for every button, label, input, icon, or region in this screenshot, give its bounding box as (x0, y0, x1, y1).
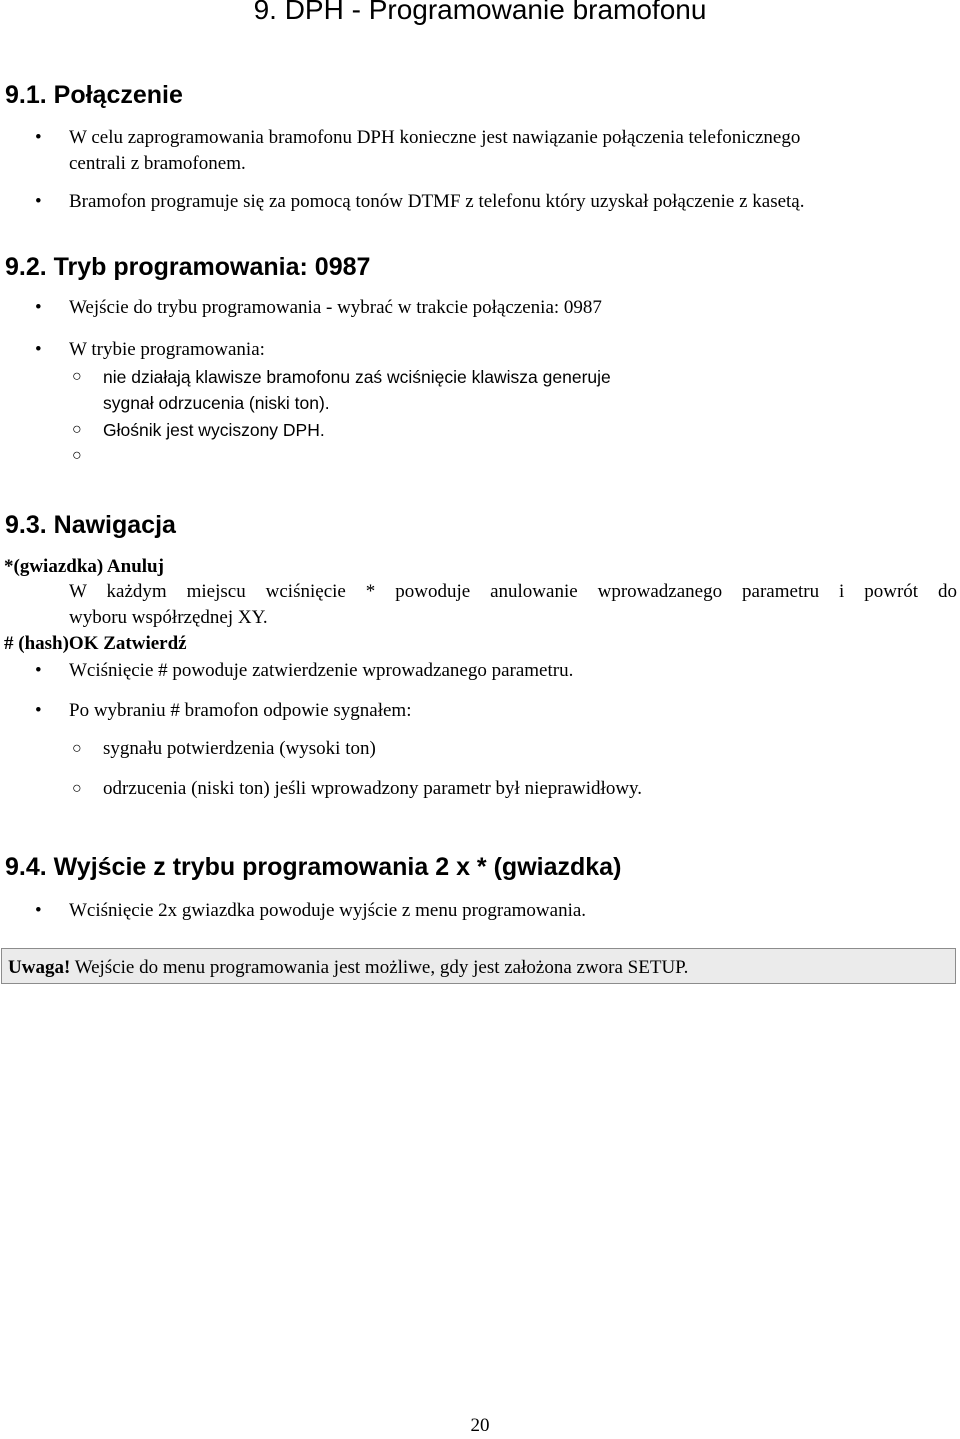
sub-list-item (103, 364, 611, 416)
bullet-icon: • (35, 700, 42, 721)
note-body: Wejście do menu programowania jest możliwe, gdy jest założona zwora SETUP. (70, 957, 689, 978)
cancel-description (69, 579, 957, 631)
section-heading-9-4: 9.4. Wyjście z trybu programowania 2 x * (gwiazdka) (5, 853, 622, 881)
confirm-label: # (hash)OK Zatwierdź (4, 633, 187, 654)
list-item: Wciśnięcie # powoduje zatwierdzenie wprowadzanego parametru. (69, 660, 574, 681)
sub-list-item: odrzucenia (niski ton) jeśli wprowadzony parametr był nieprawidłowy. (103, 778, 643, 799)
circle-bullet-icon: ○ (72, 740, 82, 757)
circle-bullet-icon: ○ (72, 447, 82, 464)
circle-bullet-icon: ○ (72, 368, 82, 385)
section-heading-9-2: 9.2. Tryb programowania: 0987 (5, 253, 371, 281)
section-heading-9-3: 9.3. Nawigacja (5, 511, 176, 539)
note-label: Uwaga! (8, 957, 71, 978)
bullet-icon: • (35, 297, 42, 318)
list-item: Bramofon programuje się za pomocą tonów DTMF z telefonu który uzyskał połączenie z kasetą. (69, 191, 805, 212)
list-item: Wciśnięcie 2x gwiazdka powoduje wyjście z menu programowania. (69, 900, 587, 921)
section-heading-9-1: 9.1. Połączenie (5, 81, 183, 109)
bullet-icon: • (35, 900, 42, 921)
note-text (8, 955, 688, 981)
page-number: 20 (470, 1415, 490, 1436)
list-item: Po wybraniu # bramofon odpowie sygnałem: (69, 700, 412, 721)
bullet-icon: • (35, 127, 42, 148)
sub-list-item: sygnału potwierdzenia (wysoki ton) (103, 738, 376, 759)
list-item: W trybie programowania: (69, 339, 265, 360)
cancel-description-line: wyboru współrzędnej XY. (69, 607, 268, 628)
circle-bullet-icon: ○ (72, 421, 82, 438)
list-item-line: W celu zaprogramowania bramofonu DPH konieczne jest nawiązanie połączenia telefonicznego (69, 127, 801, 148)
list-item: Wejście do trybu programowania - wybrać w trakcie połączenia: 0987 (69, 297, 602, 318)
list-item-line: centrali z bramofonem. (69, 153, 246, 174)
sub-list-item-line: sygnał odrzucenia (niski ton). (103, 393, 330, 413)
circle-bullet-icon: ○ (72, 780, 82, 797)
sub-list-item: Głośnik jest wyciszony DPH. (103, 420, 325, 440)
sub-list-item-line: nie działają klawisze bramofonu zaś wciśnięcie klawisza generuje (103, 367, 611, 387)
bullet-icon: • (35, 660, 42, 681)
bullet-icon: • (35, 339, 42, 360)
page-title: 9. DPH - Programowanie bramofonu (253, 0, 707, 25)
cancel-label: *(gwiazdka) Anuluj (4, 556, 164, 577)
bullet-icon: • (35, 191, 42, 212)
list-item (69, 125, 959, 177)
cancel-description-line: W każdym miejscu wciśnięcie * powoduje anulowanie wprowadzanego parametru i powrót do (69, 581, 957, 602)
